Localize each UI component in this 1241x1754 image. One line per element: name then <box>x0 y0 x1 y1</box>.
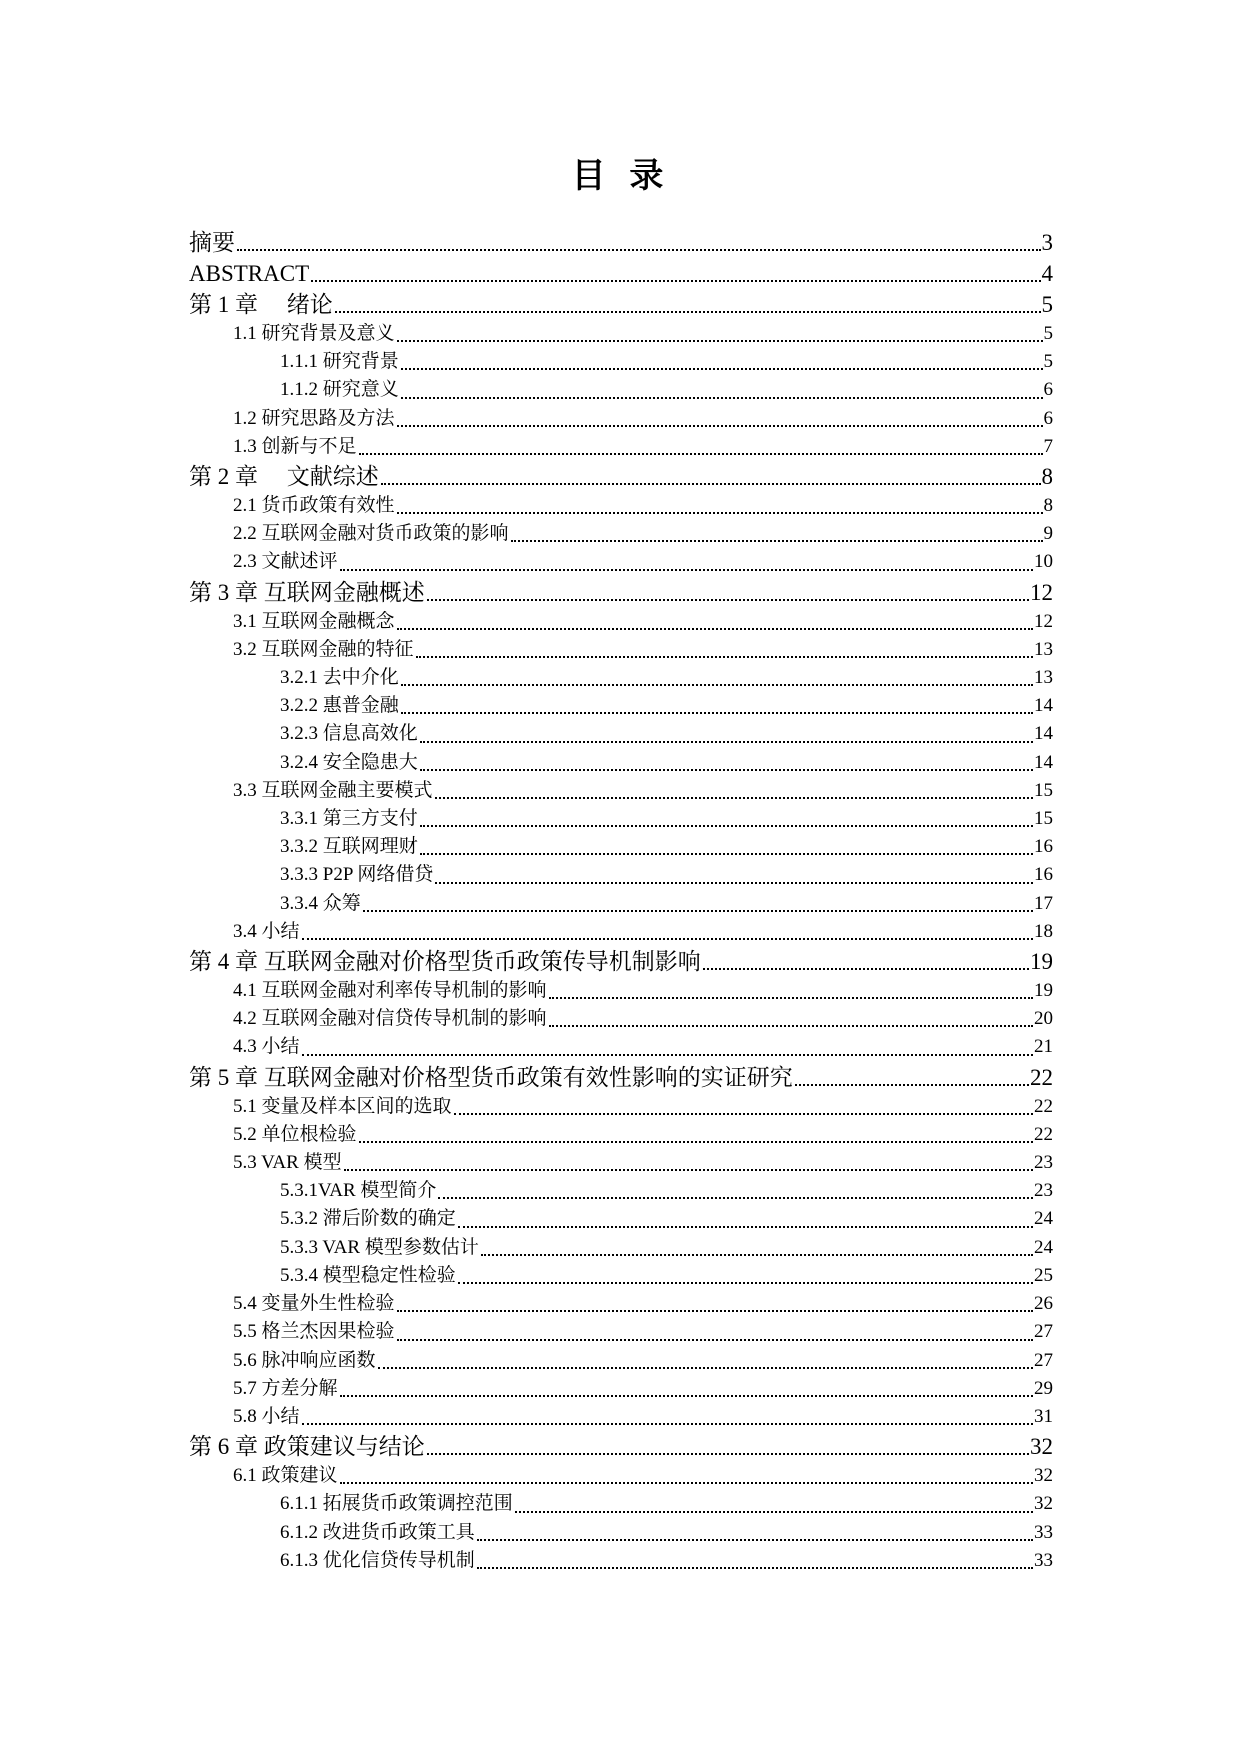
toc-entry-page-number: 5 <box>1043 351 1053 373</box>
toc-entry-label: 3.2 互联网金融的特征 <box>233 638 414 660</box>
dot-leader <box>302 938 1033 940</box>
toc-entry-label: 摘要 <box>189 230 235 255</box>
toc-section-entry[interactable] <box>189 492 1053 520</box>
toc-entry-page-number: 6 <box>1043 379 1053 401</box>
toc-entry-page-number: 14 <box>1034 751 1053 773</box>
toc-entry-label: 3.3 互联网金融主要模式 <box>233 779 433 801</box>
dot-leader <box>549 997 1033 999</box>
toc-section-entry[interactable] <box>189 1347 1053 1375</box>
toc-entry-label: 5.4 变量外生性检验 <box>233 1293 395 1315</box>
toc-subsection-entry[interactable] <box>189 664 1053 692</box>
toc-entry-label: 5.7 方差分解 <box>233 1377 338 1399</box>
toc-section-entry[interactable] <box>189 636 1053 664</box>
toc-entry-label: 3.3.2 互联网理财 <box>280 836 418 858</box>
toc-entry-page-number: 26 <box>1034 1293 1053 1315</box>
dot-leader <box>416 656 1033 658</box>
toc-entry-label: 6.1.2 改进货币政策工具 <box>280 1521 475 1543</box>
dot-leader <box>311 280 1040 282</box>
dot-leader <box>515 1511 1033 1513</box>
toc-entry-page-number: 29 <box>1034 1377 1053 1399</box>
toc-entry-label: 3.3.4 众筹 <box>280 892 361 914</box>
toc-entry-page-number: 33 <box>1034 1521 1053 1543</box>
dot-leader <box>359 453 1043 455</box>
toc-subsection-entry[interactable] <box>189 890 1053 918</box>
toc-entry-page-number: 24 <box>1034 1208 1053 1230</box>
toc-entry-page-number: 13 <box>1034 667 1053 689</box>
dot-leader <box>481 1254 1033 1256</box>
toc-entry-page-number: 10 <box>1034 551 1053 573</box>
dot-leader <box>397 512 1043 514</box>
toc-entry-page-number: 21 <box>1034 1036 1053 1058</box>
toc-entry-label: 6.1 政策建议 <box>233 1465 338 1487</box>
toc-entry-label: 第 1 章 绪论 <box>189 292 333 317</box>
toc-chapter-entry[interactable] <box>189 258 1053 289</box>
dot-leader <box>397 628 1033 630</box>
toc-entry-label: 2.2 互联网金融对货币政策的影响 <box>233 523 509 545</box>
dot-leader <box>401 712 1033 714</box>
toc-entry-page-number: 22 <box>1030 1064 1053 1090</box>
toc-entry-page-number: 32 <box>1034 1493 1053 1515</box>
toc-subsection-entry[interactable] <box>189 1177 1053 1205</box>
toc-entry-page-number: 19 <box>1030 949 1053 975</box>
toc-entry-page-number: 13 <box>1034 638 1053 660</box>
toc-entry-page-number: 33 <box>1034 1549 1053 1571</box>
toc-entry-label: 3.2.3 信息高效化 <box>280 723 418 745</box>
toc-entry-label: 1.1.2 研究意义 <box>280 379 399 401</box>
toc-entry-page-number: 8 <box>1041 464 1053 490</box>
toc-subsection-entry[interactable] <box>189 1547 1053 1575</box>
toc-entry-label: 第 2 章 文献综述 <box>189 464 379 490</box>
toc-subsection-entry[interactable] <box>189 833 1053 861</box>
toc-entry-label: 3.2.4 安全隐患大 <box>280 751 418 773</box>
toc-entry-label: 3.3.3 P2P 网络借贷 <box>280 864 434 886</box>
toc-section-entry[interactable] <box>189 1290 1053 1318</box>
toc-section-entry[interactable] <box>189 1033 1053 1061</box>
toc-subsection-entry[interactable] <box>189 861 1053 889</box>
toc-subsection-entry[interactable] <box>189 376 1053 404</box>
toc-entry-label: 5.2 单位根检验 <box>233 1123 357 1145</box>
dot-leader <box>549 1025 1033 1027</box>
toc-section-entry[interactable] <box>189 608 1053 636</box>
dot-leader <box>378 1367 1033 1369</box>
dot-leader <box>477 1567 1033 1569</box>
dot-leader <box>401 368 1043 370</box>
dot-leader <box>401 397 1043 399</box>
toc-entry-label: 6.1.1 拓展货币政策调控范围 <box>280 1493 513 1515</box>
toc-chapter-entry[interactable] <box>189 227 1053 258</box>
toc-section-entry[interactable] <box>189 777 1053 805</box>
toc-entry-label: 5.3 VAR 模型 <box>233 1152 342 1174</box>
toc-section-entry[interactable] <box>189 320 1053 348</box>
toc-section-entry[interactable] <box>189 1375 1053 1403</box>
dot-leader <box>458 1226 1033 1228</box>
toc-entry-page-number: 16 <box>1034 864 1053 886</box>
toc-section-entry[interactable] <box>189 1318 1053 1346</box>
toc-entry-page-number: 18 <box>1034 920 1053 942</box>
dot-leader <box>511 540 1043 542</box>
toc-entry-label: 2.1 货币政策有效性 <box>233 495 395 517</box>
toc-entry-page-number: 27 <box>1034 1349 1053 1371</box>
toc-entry-label: 1.1.1 研究背景 <box>280 351 399 373</box>
toc-section-entry[interactable] <box>189 1149 1053 1177</box>
table-of-contents <box>189 227 1053 1575</box>
dot-leader <box>363 910 1033 912</box>
toc-subsection-entry[interactable] <box>189 749 1053 777</box>
dot-leader <box>397 1339 1033 1341</box>
toc-entry-label: 5.3.3 VAR 模型参数估计 <box>280 1236 479 1258</box>
toc-entry-label: 3.2.1 去中介化 <box>280 667 399 689</box>
toc-entry-page-number: 6 <box>1043 407 1053 429</box>
toc-entry-page-number: 19 <box>1034 980 1053 1002</box>
toc-entry-label: 2.3 文献述评 <box>233 551 338 573</box>
toc-entry-label: 3.1 互联网金融概念 <box>233 610 395 632</box>
toc-chapter-entry[interactable] <box>189 289 1053 320</box>
toc-entry-page-number: 14 <box>1034 723 1053 745</box>
toc-entry-label: 1.2 研究思路及方法 <box>233 407 395 429</box>
toc-entry-page-number: 7 <box>1043 435 1053 457</box>
dot-leader <box>302 1054 1033 1056</box>
toc-entry-page-number: 3 <box>1041 230 1053 255</box>
toc-chapter-entry[interactable] <box>189 577 1053 608</box>
dot-leader <box>427 599 1029 601</box>
toc-entry-label: 5.3.1VAR 模型简介 <box>280 1180 437 1202</box>
toc-entry-page-number: 32 <box>1034 1465 1053 1487</box>
toc-entry-label: 3.3.1 第三方支付 <box>280 808 418 830</box>
toc-entry-label: 第 5 章 互联网金融对价格型货币政策有效性影响的实证研究 <box>189 1064 793 1090</box>
toc-subsection-entry[interactable] <box>189 348 1053 376</box>
toc-entry-page-number: 31 <box>1034 1405 1053 1427</box>
toc-entry-label: 3.4 小结 <box>233 920 300 942</box>
toc-entry-page-number: 5 <box>1041 292 1053 317</box>
toc-section-entry[interactable] <box>189 977 1053 1005</box>
dot-leader <box>435 797 1033 799</box>
toc-entry-label: 1.3 创新与不足 <box>233 435 357 457</box>
dot-leader <box>381 483 1041 485</box>
toc-entry-page-number: 15 <box>1034 779 1053 801</box>
toc-entry-label: 5.6 脉冲响应函数 <box>233 1349 376 1371</box>
toc-entry-page-number: 20 <box>1034 1008 1053 1030</box>
toc-section-entry[interactable] <box>189 548 1053 576</box>
dot-leader <box>795 1084 1029 1086</box>
toc-entry-page-number: 12 <box>1034 610 1053 632</box>
toc-entry-page-number: 14 <box>1034 695 1053 717</box>
toc-section-entry[interactable] <box>189 1462 1053 1490</box>
toc-subsection-entry[interactable] <box>189 1519 1053 1547</box>
toc-entry-page-number: 23 <box>1034 1180 1053 1202</box>
toc-entry-label: 第 3 章 互联网金融概述 <box>189 579 425 605</box>
toc-entry-page-number: 22 <box>1034 1095 1053 1117</box>
toc-entry-label: ABSTRACT <box>189 261 310 286</box>
dot-leader <box>427 1453 1029 1455</box>
dot-leader <box>335 311 1041 313</box>
dot-leader <box>401 684 1033 686</box>
toc-entry-label: 3.2.2 惠普金融 <box>280 695 399 717</box>
toc-entry-page-number: 9 <box>1043 523 1053 545</box>
toc-entry-page-number: 32 <box>1030 1434 1053 1460</box>
toc-entry-page-number: 5 <box>1043 323 1053 344</box>
toc-subsection-entry[interactable] <box>189 805 1053 833</box>
toc-section-entry[interactable] <box>189 433 1053 461</box>
toc-entry-label: 4.3 小结 <box>233 1036 300 1058</box>
toc-entry-page-number: 17 <box>1034 892 1053 914</box>
toc-entry-label: 5.5 格兰杰因果检验 <box>233 1321 395 1343</box>
dot-leader <box>340 569 1033 571</box>
toc-subsection-entry[interactable] <box>189 692 1053 720</box>
toc-section-entry[interactable] <box>189 520 1053 548</box>
toc-chapter-entry[interactable] <box>189 1062 1053 1093</box>
toc-entry-page-number: 8 <box>1043 495 1053 517</box>
toc-subsection-entry[interactable] <box>189 1234 1053 1262</box>
toc-entry-label: 5.3.4 模型稳定性检验 <box>280 1264 456 1286</box>
dot-leader <box>454 1113 1033 1115</box>
dot-leader <box>397 1310 1033 1312</box>
dot-leader <box>340 1482 1033 1484</box>
toc-entry-label: 1.1 研究背景及意义 <box>233 323 395 344</box>
toc-chapter-entry[interactable] <box>189 1431 1053 1462</box>
toc-entry-label: 5.1 变量及样本区间的选取 <box>233 1095 452 1117</box>
dot-leader <box>420 825 1033 827</box>
toc-entry-page-number: 27 <box>1034 1321 1053 1343</box>
toc-section-entry[interactable] <box>189 1121 1053 1149</box>
toc-entry-page-number: 12 <box>1030 579 1053 605</box>
toc-entry-page-number: 24 <box>1034 1236 1053 1258</box>
toc-entry-page-number: 25 <box>1034 1264 1053 1286</box>
toc-entry-page-number: 22 <box>1034 1123 1053 1145</box>
page-title: 目 录 <box>571 156 670 196</box>
dot-leader <box>302 1423 1033 1425</box>
toc-entry-page-number: 15 <box>1034 808 1053 830</box>
toc-entry-page-number: 23 <box>1034 1152 1053 1174</box>
toc-entry-label: 5.3.2 滞后阶数的确定 <box>280 1208 456 1230</box>
toc-entry-label: 5.8 小结 <box>233 1405 300 1427</box>
toc-section-entry[interactable] <box>189 1093 1053 1121</box>
dot-leader <box>340 1395 1033 1397</box>
toc-subsection-entry[interactable] <box>189 720 1053 748</box>
dot-leader <box>703 968 1029 970</box>
toc-subsection-entry[interactable] <box>189 1205 1053 1233</box>
toc-entry-page-number: 16 <box>1034 836 1053 858</box>
toc-section-entry[interactable] <box>189 405 1053 433</box>
dot-leader <box>477 1539 1033 1541</box>
toc-subsection-entry[interactable] <box>189 1262 1053 1290</box>
toc-section-entry[interactable] <box>189 1005 1053 1033</box>
dot-leader <box>420 741 1033 743</box>
toc-chapter-entry[interactable] <box>189 461 1053 492</box>
toc-entry-label: 4.2 互联网金融对信贷传导机制的影响 <box>233 1008 547 1030</box>
toc-section-entry[interactable] <box>189 918 1053 946</box>
dot-leader <box>359 1141 1033 1143</box>
dot-leader <box>438 1197 1033 1199</box>
toc-entry-label: 第 4 章 互联网金融对价格型货币政策传导机制影响 <box>189 949 701 975</box>
toc-chapter-entry[interactable] <box>189 946 1053 977</box>
dot-leader <box>397 340 1043 342</box>
dot-leader <box>420 853 1033 855</box>
toc-section-entry[interactable] <box>189 1403 1053 1431</box>
dot-leader <box>435 882 1033 884</box>
dot-leader <box>397 425 1043 427</box>
dot-leader <box>420 769 1033 771</box>
toc-subsection-entry[interactable] <box>189 1490 1053 1518</box>
toc-entry-label: 4.1 互联网金融对利率传导机制的影响 <box>233 980 547 1002</box>
dot-leader <box>237 249 1041 251</box>
dot-leader <box>344 1169 1033 1171</box>
dot-leader <box>458 1282 1033 1284</box>
toc-entry-label: 6.1.3 优化信贷传导机制 <box>280 1549 475 1571</box>
toc-entry-label: 第 6 章 政策建议与结论 <box>189 1434 425 1460</box>
toc-entry-page-number: 4 <box>1041 261 1053 286</box>
